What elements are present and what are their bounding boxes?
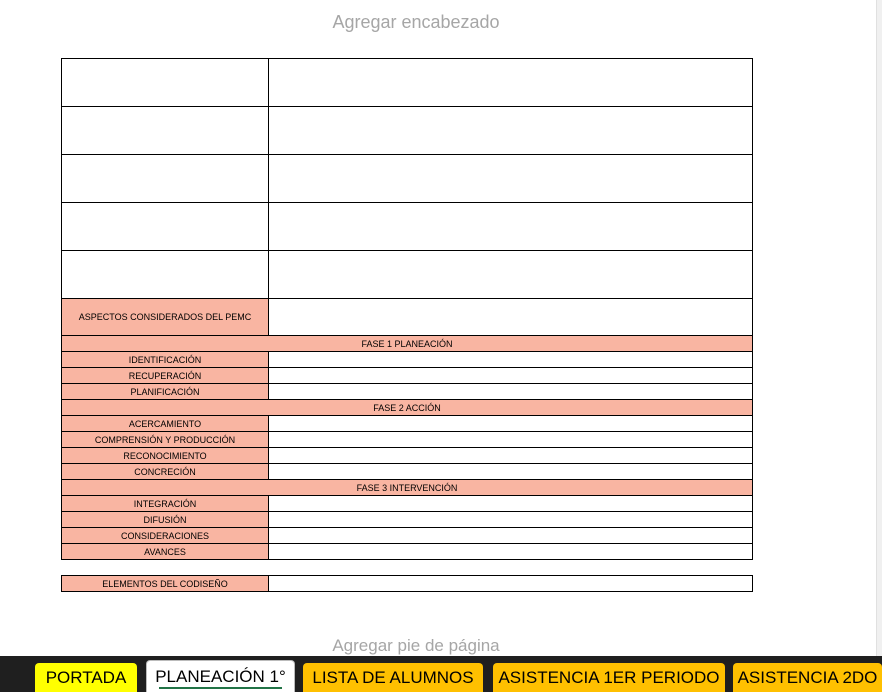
table-cell[interactable] (269, 155, 753, 203)
tab-asistencia-1er-periodo[interactable]: ASISTENCIA 1ER PERIODO (493, 663, 725, 692)
table-row (62, 368, 753, 384)
table-cell[interactable] (62, 203, 269, 251)
sheet-tab-bar (0, 656, 882, 692)
tab-lista-de-alumnos[interactable]: LISTA DE ALUMNOS (303, 663, 483, 692)
row-label-cell[interactable]: COMPRENSIÓN Y PRODUCCIÓN (62, 432, 269, 448)
row-label-cell[interactable]: RECUPERACIÓN (62, 368, 269, 384)
row-label-cell[interactable]: RECONOCIMIENTO (62, 448, 269, 464)
row-label-cell[interactable]: AVANCES (62, 544, 269, 560)
table-row (62, 496, 753, 512)
table-cell[interactable] (269, 203, 753, 251)
planning-table (61, 58, 753, 560)
footer-placeholder[interactable]: Agregar pie de página (332, 636, 500, 655)
table-cell[interactable] (62, 107, 269, 155)
active-tab-underline (159, 687, 282, 689)
tab-portada[interactable]: PORTADA (35, 663, 137, 692)
table-row (62, 416, 753, 432)
table-row (62, 448, 753, 464)
table-cell[interactable] (62, 251, 269, 299)
table-cell[interactable] (269, 59, 753, 107)
row-label-cell[interactable]: CONCRECIÓN (62, 464, 269, 480)
table-cell[interactable] (62, 59, 269, 107)
table-row (62, 203, 753, 251)
table-row (62, 155, 753, 203)
table-cell[interactable] (269, 352, 753, 368)
table-row (62, 59, 753, 107)
pemc-label-cell[interactable]: ASPECTOS CONSIDERADOS DEL PEMC (62, 299, 269, 336)
phase-header-row (62, 480, 753, 496)
row-label-cell[interactable]: CONSIDERACIONES (62, 528, 269, 544)
table-cell[interactable] (269, 576, 753, 592)
table-cell[interactable] (269, 299, 753, 336)
table-cell[interactable] (269, 384, 753, 400)
table-row (62, 544, 753, 560)
table-cell[interactable] (269, 512, 753, 528)
phase-header-row (62, 336, 753, 352)
tab-label: PLANEACIÓN 1° (155, 667, 286, 686)
table-cell[interactable] (269, 464, 753, 480)
row-label-cell[interactable]: ACERCAMIENTO (62, 416, 269, 432)
row-label-cell[interactable]: DIFUSIÓN (62, 512, 269, 528)
row-label-cell[interactable]: INTEGRACIÓN (62, 496, 269, 512)
codesign-table (61, 575, 753, 592)
table-row (62, 384, 753, 400)
table-row (62, 512, 753, 528)
table-cell[interactable] (269, 368, 753, 384)
phase3-title-cell[interactable]: FASE 3 INTERVENCIÓN (62, 480, 753, 496)
table-row (62, 576, 753, 592)
table-cell[interactable] (269, 107, 753, 155)
table-cell[interactable] (269, 448, 753, 464)
phase-header-row (62, 400, 753, 416)
table-row (62, 352, 753, 368)
table-row (62, 432, 753, 448)
tab-planeacion-1[interactable] (146, 660, 295, 692)
table-row (62, 299, 753, 336)
table-cell[interactable] (269, 496, 753, 512)
phase1-title-cell[interactable]: FASE 1 PLANEACIÓN (62, 336, 753, 352)
table-row (62, 107, 753, 155)
page-edge (876, 0, 882, 656)
table-row (62, 251, 753, 299)
row-label-cell[interactable]: IDENTIFICACIÓN (62, 352, 269, 368)
table-row (62, 464, 753, 480)
table-row (62, 528, 753, 544)
codesign-label-cell[interactable]: ELEMENTOS DEL CODISEÑO (62, 576, 269, 592)
table-cell[interactable] (269, 528, 753, 544)
table-cell[interactable] (269, 251, 753, 299)
tab-asistencia-2do[interactable]: ASISTENCIA 2DO (733, 663, 882, 692)
table-cell[interactable] (269, 432, 753, 448)
table-cell[interactable] (269, 416, 753, 432)
row-label-cell[interactable]: PLANIFICACIÓN (62, 384, 269, 400)
header-placeholder[interactable]: Agregar encabezado (332, 12, 500, 32)
phase2-title-cell[interactable]: FASE 2 ACCIÓN (62, 400, 753, 416)
table-cell[interactable] (269, 544, 753, 560)
table-cell[interactable] (62, 155, 269, 203)
